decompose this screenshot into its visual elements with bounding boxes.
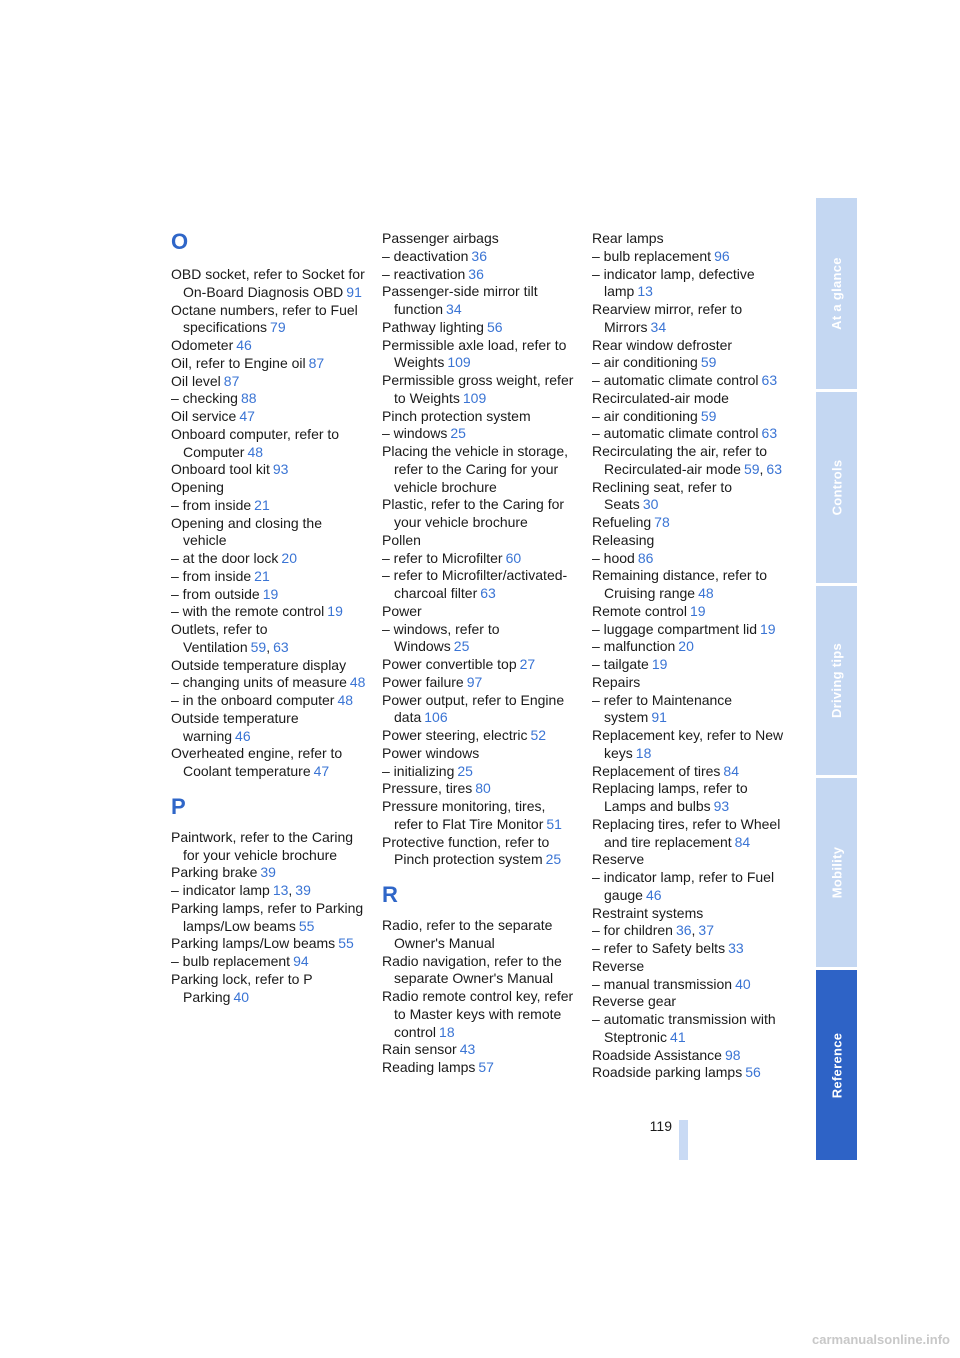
page-reference-link[interactable]: 13 [637, 283, 653, 300]
page-reference-link[interactable]: 109 [462, 389, 487, 406]
index-entry-text: – from inside [171, 567, 252, 584]
index-entry [171, 710, 366, 746]
index-entry [382, 656, 577, 674]
index-entry-text: Radio navigation, refer to the separate Owner's Manual [382, 952, 562, 987]
index-entry-text: Outside temperature display [171, 656, 347, 673]
page-reference-link[interactable]: 48 [247, 443, 264, 460]
page-reference-link[interactable]: 86 [637, 549, 654, 566]
index-entry [592, 354, 787, 372]
page-reference-link[interactable]: 48 [337, 692, 354, 708]
index-entry [171, 550, 366, 568]
index-entry-text: Reverse [592, 957, 645, 974]
page-reference-link[interactable]: 84 [723, 762, 739, 779]
page-reference-link[interactable]: 88 [240, 390, 257, 407]
page-reference-link[interactable]: 25 [453, 638, 470, 655]
page-reference-link[interactable]: 30 [642, 496, 659, 513]
page-reference-link[interactable]: 55 [338, 935, 354, 952]
index-entry [171, 461, 366, 479]
index-entry [171, 408, 366, 426]
index-entry [171, 302, 366, 338]
page-reference-link[interactable]: 18 [439, 1023, 455, 1040]
index-entry [382, 745, 577, 763]
index-entry [592, 390, 787, 408]
index-entry [382, 283, 577, 319]
index-entry-text: Onboard computer, refer to Computer [171, 425, 340, 460]
page-reference-link[interactable]: 47 [313, 763, 330, 779]
index-entry-text: Replacement of tires [592, 762, 721, 779]
side-tab-label: Mobility [829, 846, 845, 899]
page-reference-link[interactable]: 91 [651, 709, 667, 726]
index-entry [592, 727, 787, 763]
section-letter: O [171, 229, 189, 254]
index-entry [171, 266, 366, 302]
index-entry-text: Odometer [171, 337, 234, 353]
index-entry-text: – windows [382, 425, 448, 442]
index-entry-text: Remaining distance, refer to Cruising range [592, 567, 768, 601]
page-separator: , [691, 922, 696, 939]
index-entry-text: Recirculated-air mode [592, 389, 729, 406]
index-entry [592, 603, 787, 621]
index-entry [592, 940, 787, 958]
index-entry [382, 780, 577, 798]
index-entry-text: – deactivation [382, 247, 469, 264]
index-entry [171, 953, 366, 971]
index-entry-text: Parking brake [171, 864, 258, 881]
page-reference-link[interactable]: 48 [349, 674, 366, 691]
page-reference-link[interactable]: 94 [293, 953, 309, 969]
page-reference-link[interactable]: 55 [298, 917, 315, 934]
index-entry [592, 674, 787, 692]
index-entry-text: Passenger-side mirror tilt function [382, 283, 538, 317]
index-entry [592, 656, 787, 674]
index-entry-text: Roadside Assistance [592, 1046, 722, 1063]
index-entry-text: Protective function, refer to Pinch protection system [382, 833, 550, 868]
index-entry [382, 603, 577, 621]
index-entry [171, 390, 366, 408]
index-entry [382, 372, 577, 408]
page-reference-link[interactable]: 34 [650, 318, 667, 335]
index-entry [382, 692, 577, 728]
index-entry [592, 922, 787, 940]
side-tab-label: Controls [829, 459, 844, 516]
index-entry [382, 988, 577, 1041]
index-entry [382, 1041, 577, 1059]
index-entry-text: – with the remote control [171, 603, 325, 620]
index-entry-text: Placing the vehicle in storage, refer to the Caring for your vehicle brochure [382, 443, 568, 495]
index-entry [592, 425, 787, 443]
index-entry [171, 829, 366, 865]
index-entry-text: – windows, refer to Windows [382, 620, 500, 655]
index-entry-text: Releasing [592, 531, 655, 548]
side-tab-reference[interactable] [816, 970, 857, 1160]
side-tab-label: At a glance [829, 257, 844, 330]
page-reference-link[interactable]: 19 [689, 602, 706, 619]
index-entry [382, 674, 577, 692]
page-reference-link[interactable]: 27 [519, 656, 536, 672]
page-reference-link[interactable]: 96 [714, 247, 730, 264]
index-entry [592, 816, 787, 852]
page-reference-link[interactable]: 34 [446, 301, 462, 317]
section-letter: P [171, 793, 186, 819]
page-reference-link[interactable]: 46 [236, 337, 252, 353]
index-entry-text: Onboard tool kit [171, 461, 270, 478]
index-entry-text: Parking lamps/Low beams [171, 935, 336, 952]
page-number-bar [679, 1120, 688, 1160]
index-entry [592, 976, 787, 994]
index-column-3 [592, 230, 787, 1082]
page-reference-link[interactable]: 78 [654, 514, 670, 530]
page-reference-link[interactable]: 25 [545, 851, 562, 868]
page-reference-link[interactable]: 87 [308, 354, 325, 371]
page-reference-link[interactable]: 48 [698, 585, 714, 601]
index-entry-text: Radio, refer to the separate Owner's Manual [382, 917, 553, 951]
page-reference-link[interactable]: 40 [735, 975, 751, 992]
index-entry [171, 586, 366, 604]
index-entry-text: Rear window defroster [592, 336, 733, 353]
index-entry [382, 798, 577, 834]
page-reference-link[interactable]: 40 [233, 988, 250, 1005]
index-entry [592, 266, 787, 302]
page-reference-link[interactable]: 19 [760, 620, 776, 637]
index-entry-text: Oil service [171, 408, 237, 424]
side-tab-navigation [816, 198, 857, 1160]
index-entry [592, 1047, 787, 1065]
index-entry-text: Permissible axle load, refer to Weights [382, 336, 567, 371]
page-reference-link[interactable]: 57 [478, 1059, 494, 1075]
index-entry-text: Reading lamps [382, 1059, 476, 1075]
index-entry [592, 443, 787, 479]
index-entry [382, 727, 577, 745]
index-entry [171, 568, 366, 586]
index-entry [382, 496, 577, 532]
index-entry [171, 882, 366, 900]
page-separator: , [266, 638, 271, 655]
index-entry-text: – initializing [382, 762, 455, 779]
page-reference-link[interactable]: 20 [281, 550, 297, 566]
index-entry-text: Refueling [592, 514, 652, 530]
index-entry [592, 372, 787, 390]
index-entry [592, 230, 787, 248]
index-entry [171, 864, 366, 882]
page-reference-link[interactable]: 109 [447, 354, 471, 371]
page-reference-link[interactable]: 19 [262, 585, 279, 602]
page-reference-link[interactable]: 106 [424, 709, 448, 726]
page-reference-link[interactable]: 59 [250, 638, 267, 655]
index-entry-text: – manual transmission [592, 975, 733, 992]
page-reference-link[interactable]: 87 [223, 372, 240, 389]
page-reference-link[interactable]: 93 [713, 798, 730, 814]
page-reference-link[interactable]: 63 [761, 372, 778, 388]
index-entry [382, 550, 577, 568]
page-reference-link[interactable]: 41 [670, 1028, 686, 1045]
index-entry-text: Remote control [592, 602, 687, 619]
index-entry [592, 780, 787, 816]
index-entry-text: Rearview mirror, refer to Mirrors [592, 301, 743, 335]
side-tab-driving-tips[interactable] [816, 586, 857, 775]
index-entry [592, 958, 787, 976]
index-entry [171, 935, 366, 953]
index-entry-text: Repairs [592, 673, 641, 690]
page-reference-link[interactable]: 97 [466, 673, 483, 690]
index-entry [171, 426, 366, 462]
index-entry-text: Parking lock, refer to P Parking [171, 970, 313, 1005]
page-reference-link[interactable]: 43 [459, 1041, 476, 1058]
index-entry-text: Power steering, electric [382, 727, 528, 743]
page-reference-link[interactable]: 63 [480, 585, 496, 601]
index-entry-text: Pressure monitoring, tires, refer to Flat Tire Monitor [382, 798, 546, 832]
index-entry [171, 479, 366, 497]
index-entry-text: – bulb replacement [592, 247, 712, 264]
index-column-1 [171, 230, 366, 1006]
index-entry-text: Power windows [382, 744, 480, 761]
index-entry-text: – in the onboard computer [171, 692, 335, 708]
index-entry-text: – automatic climate control [592, 372, 759, 388]
page-reference-link[interactable]: 93 [272, 461, 289, 478]
page-reference-link[interactable]: 18 [635, 744, 652, 761]
index-column-2 [382, 230, 577, 1077]
index-entry [171, 355, 366, 373]
index-entry-text: – refer to Maintenance system [592, 691, 733, 726]
page-reference-link[interactable]: 59 [700, 354, 717, 371]
page-reference-link[interactable]: 36 [675, 922, 692, 939]
page-reference-link[interactable]: 47 [239, 408, 255, 424]
watermark: carmanualsonline.info [812, 1332, 950, 1347]
index-entry-text: – malfunction [592, 638, 676, 655]
page-reference-link[interactable]: 36 [471, 247, 487, 264]
page-number: 119 [649, 1118, 672, 1134]
page-reference-link[interactable]: 91 [346, 283, 362, 300]
index-entry-text: Pinch protection system [382, 407, 531, 424]
index-entry [592, 1064, 787, 1082]
index-entry-text: – refer to Safety belts [592, 940, 726, 956]
index-entry [382, 425, 577, 443]
page-reference-link[interactable]: 52 [530, 727, 547, 743]
index-entry-text: – reactivation [382, 265, 466, 282]
page-reference-link[interactable]: 19 [651, 656, 668, 672]
index-entry [171, 373, 366, 391]
page-reference-link[interactable]: 79 [270, 319, 286, 336]
index-entry [592, 301, 787, 337]
index-entry [592, 993, 787, 1011]
page-reference-link[interactable]: 63 [766, 460, 782, 477]
page-reference-link[interactable]: 98 [724, 1046, 741, 1063]
side-tab-label: Driving tips [829, 642, 845, 719]
index-entry-text: Octane numbers, refer to Fuel specifications [171, 301, 358, 336]
index-entry [171, 692, 366, 710]
index-entry-text: – air conditioning [592, 354, 698, 371]
index-entry-text: OBD socket, refer to Socket for On-Board Diagnosis OBD [171, 266, 365, 300]
index-entry [382, 248, 577, 266]
index-entry [382, 408, 577, 426]
page-reference-link[interactable]: 33 [728, 940, 744, 956]
page-reference-link[interactable]: 56 [745, 1064, 761, 1081]
index-entry-text: Overheated engine, refer to Coolant temperature [171, 745, 343, 779]
index-entry-text: – air conditioning [592, 407, 698, 424]
index-entry [171, 900, 366, 936]
page-reference-link[interactable]: 36 [468, 265, 484, 282]
index-entry-text: – from outside [171, 585, 260, 602]
index-entry-text: Radio remote control key, refer to Master keys with remote control [382, 988, 574, 1040]
index-entry-text: – from inside [171, 496, 252, 513]
index-entry-text: Power convertible top [382, 656, 517, 672]
page-reference-link[interactable]: 56 [486, 318, 503, 335]
index-entry [171, 337, 366, 355]
index-entry-text: – at the door lock [171, 550, 279, 566]
index-entry [592, 763, 787, 781]
page-reference-link[interactable]: 13 [272, 882, 289, 898]
index-entry-text: Parking lamps, refer to Parking lamps/Low beams [171, 899, 364, 934]
page-reference-link[interactable]: 46 [645, 886, 662, 903]
index-entry-text: Permissible gross weight, refer to Weights [382, 372, 574, 406]
index-entry-text: Power output, refer to Engine data [382, 691, 565, 726]
page-reference-link[interactable]: 60 [505, 549, 522, 566]
index-entry-text: Replacing lamps, refer to Lamps and bulbs [592, 780, 748, 814]
page-reference-link[interactable]: 37 [698, 922, 714, 939]
index-entry-text: – refer to Microfilter [382, 549, 503, 566]
index-entry-text: Plastic, refer to the Caring for your vehicle brochure [382, 496, 565, 530]
index-entry-text: Passenger airbags [382, 230, 499, 246]
page-reference-link[interactable]: 63 [273, 638, 289, 655]
page-reference-link[interactable]: 25 [457, 762, 473, 779]
index-entry [382, 266, 577, 284]
index-entry [592, 621, 787, 639]
index-entry [382, 230, 577, 248]
side-tab-mobility[interactable] [816, 778, 857, 967]
page-reference-link[interactable]: 20 [678, 638, 694, 655]
index-entry [171, 971, 366, 1007]
index-entry [171, 603, 366, 621]
index-entry [592, 248, 787, 266]
index-entry-text: – checking [171, 390, 238, 407]
index-entry [171, 674, 366, 692]
index-entry-text: Power [382, 602, 422, 619]
index-entry [592, 567, 787, 603]
page-separator: , [288, 882, 293, 898]
index-entry-text: – refer to Microfilter/activated-charcoal filter [382, 567, 568, 601]
index-entry [171, 621, 366, 657]
index-entry-text: Recirculating the air, refer to Recirculated-air mode [592, 443, 768, 477]
index-entry [592, 692, 787, 728]
side-tab-controls[interactable] [816, 392, 857, 583]
index-entry-text: – bulb replacement [171, 953, 291, 969]
index-entry-text: Outside temperature warning [171, 709, 299, 744]
index-entry [592, 550, 787, 568]
index-entry-text: – luggage compartment lid [592, 620, 757, 637]
page-reference-link[interactable]: 51 [546, 815, 562, 832]
index-entry [382, 834, 577, 870]
page-reference-link[interactable]: 39 [260, 864, 276, 881]
index-entry [592, 514, 787, 532]
index-entry [382, 443, 577, 496]
index-entry-text: Opening [171, 479, 224, 495]
index-entry [592, 1011, 787, 1047]
index-entry-text: – changing units of measure [171, 674, 347, 691]
section-letter: R [382, 882, 398, 907]
index-entry [382, 621, 577, 657]
index-entry-text: – indicator lamp [171, 882, 270, 898]
side-tab-label: Reference [829, 1032, 845, 1098]
index-entry-text: – for children [592, 922, 673, 939]
index-entry [171, 745, 366, 781]
index-entry-text: – automatic climate control [592, 425, 759, 442]
page-reference-link[interactable]: 80 [475, 780, 491, 797]
index-entry [592, 905, 787, 923]
index-entry-text: Reserve [592, 851, 645, 868]
index-entry [592, 638, 787, 656]
page-reference-link[interactable]: 21 [254, 496, 270, 513]
index-entry-text: Reclining seat, refer to Seats [592, 478, 733, 513]
index-entry [382, 1059, 577, 1077]
index-entry [382, 567, 577, 603]
index-entry [592, 408, 787, 426]
index-entry [382, 319, 577, 337]
index-entry-text: – hood [592, 549, 635, 566]
index-entry-text: Pollen [382, 531, 421, 548]
index-entry-text: Replacing tires, refer to Wheel and tire replacement [592, 815, 781, 850]
index-entry-text: Paintwork, refer to the Caring for your vehicle brochure [171, 828, 354, 863]
index-entry [382, 337, 577, 373]
index-entry-text: Rear lamps [592, 230, 664, 246]
page-reference-link[interactable]: 63 [761, 425, 778, 442]
page-reference-link[interactable]: 46 [235, 727, 251, 744]
index-entry-text: Outlets, refer to Ventilation [171, 621, 268, 655]
index-entry [171, 657, 366, 675]
index-entry [382, 763, 577, 781]
index-entry-text: – indicator lamp, defective lamp [592, 265, 755, 300]
index-entry [382, 917, 577, 953]
index-entry [171, 497, 366, 515]
index-entry [592, 851, 787, 869]
index-entry-text: Pressure, tires [382, 780, 473, 797]
page-reference-link[interactable]: 21 [254, 567, 270, 584]
index-entry [171, 515, 366, 551]
index-entry-text: Oil level [171, 372, 221, 389]
index-entry [382, 532, 577, 550]
index-entry-text: Rain sensor [382, 1041, 457, 1058]
page-reference-link[interactable]: 59 [700, 407, 717, 424]
page-reference-link[interactable]: 84 [734, 833, 751, 850]
index-entry-text: Power failure [382, 673, 464, 690]
index-entry-text: Replacement key, refer to New keys [592, 727, 784, 761]
page-reference-link[interactable]: 39 [295, 882, 311, 898]
page-separator: , [759, 460, 764, 477]
side-tab-at-a-glance[interactable] [816, 198, 857, 389]
index-entry-text: – tailgate [592, 656, 649, 672]
page-reference-link[interactable]: 25 [450, 425, 466, 442]
index-entry-text: Reverse gear [592, 993, 677, 1010]
index-entry-text: Oil, refer to Engine oil [171, 354, 306, 371]
index-entry-text: Roadside parking lamps [592, 1064, 743, 1081]
index-entry-text: – automatic transmission with Steptronic [592, 1011, 776, 1045]
index-entry-text: Restraint systems [592, 904, 704, 921]
index-entry-text: Opening and closing the vehicle [171, 514, 322, 549]
page-reference-link[interactable]: 19 [327, 603, 343, 620]
index-entry [592, 337, 787, 355]
index-entry-text: – indicator lamp, refer to Fuel gauge [592, 869, 775, 903]
index-entry [382, 953, 577, 989]
page-reference-link[interactable]: 59 [743, 460, 760, 477]
index-entry [592, 869, 787, 905]
index-entry-text: Pathway lighting [382, 318, 484, 335]
index-entry [592, 532, 787, 550]
index-entry [592, 479, 787, 515]
